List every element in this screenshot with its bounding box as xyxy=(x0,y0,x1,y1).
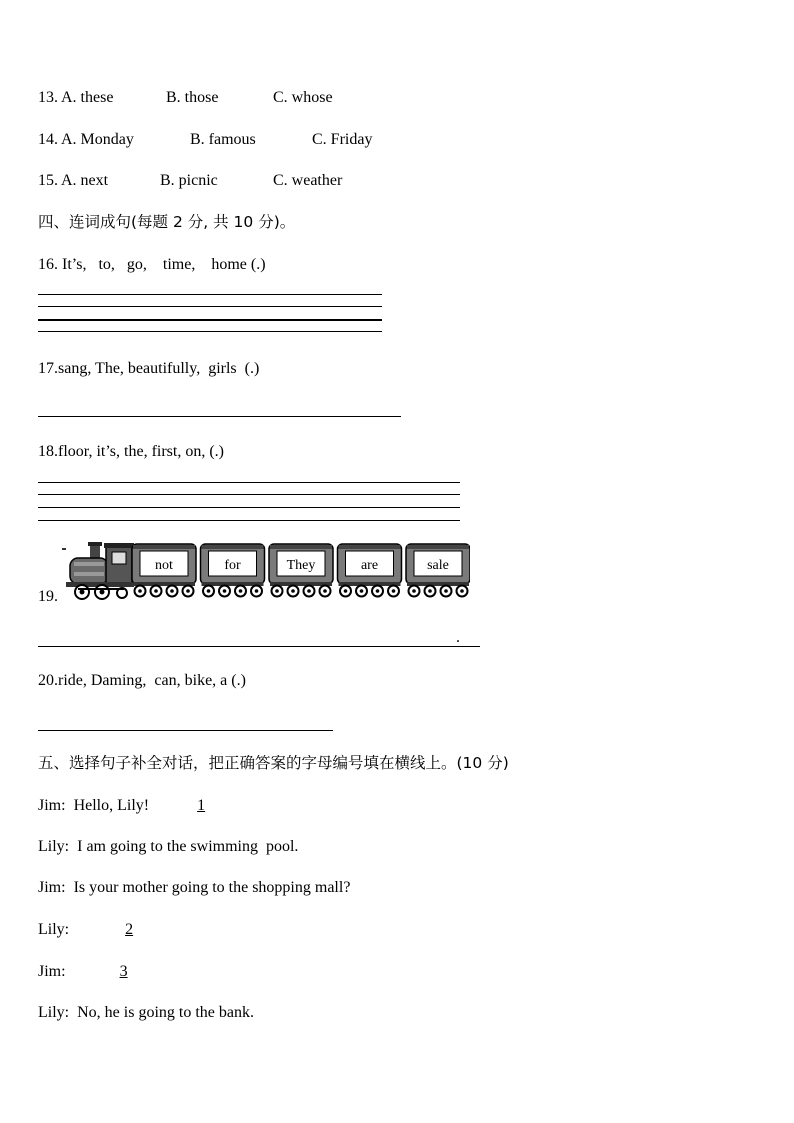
q13-option-b: B. those xyxy=(166,89,219,106)
q13-option-c: C. whose xyxy=(273,89,333,106)
train-illustration xyxy=(60,540,470,602)
q17-answer-line[interactable] xyxy=(38,416,401,417)
q18-answer-line-1[interactable] xyxy=(38,482,460,483)
locomotive-icon xyxy=(62,542,134,599)
q18-answer-line-4[interactable] xyxy=(38,520,460,521)
q18-answer-line-2[interactable] xyxy=(38,494,460,495)
train-word: They xyxy=(286,558,316,573)
dialogue-line-6: Lily: No, he is going to the bank. xyxy=(38,1004,254,1021)
q15-number: 15. xyxy=(38,172,58,189)
train-word: are xyxy=(360,558,379,573)
q16-answer-line-2[interactable] xyxy=(38,306,382,307)
q16-answer-line-1[interactable] xyxy=(38,294,382,295)
dialogue-line-1 xyxy=(38,796,249,816)
q13-number: 13. xyxy=(38,89,58,106)
q15-option-c: C. weather xyxy=(273,172,343,189)
q14-option-a: A. Monday xyxy=(61,131,134,148)
train-car xyxy=(338,544,402,597)
dialogue-speaker-text: Lily: xyxy=(38,921,78,938)
q14-number: 14. xyxy=(38,131,58,148)
train-word: sale xyxy=(427,558,449,573)
blank-1-number: 1 xyxy=(197,797,206,814)
dialogue-line-3: Jim: Is your mother going to the shopping mall? xyxy=(38,879,351,896)
q17-prompt: 17.sang, The, beautifully, girls (.) xyxy=(38,360,260,377)
blank-2-number: 2 xyxy=(125,921,134,938)
q13-option-a: A. these xyxy=(61,89,114,106)
q18-answer-line-3[interactable] xyxy=(38,507,460,508)
dialogue-speaker-text: Jim: xyxy=(38,963,74,980)
q20-prompt: 20.ride, Daming, can, bike, a (.) xyxy=(38,672,246,689)
dialogue-speaker-text: Jim: Hello, Lily! xyxy=(38,797,154,814)
train-word: for xyxy=(224,558,241,573)
q15-option-b: B. picnic xyxy=(160,172,218,189)
blank-3[interactable] xyxy=(74,962,174,982)
dialogue-line-2: Lily: I am going to the swimming pool. xyxy=(38,838,299,855)
q19-number: 19. xyxy=(38,588,58,605)
train-car xyxy=(201,544,265,597)
q20-answer-line[interactable] xyxy=(38,730,333,731)
q15-option-a: A. next xyxy=(61,172,109,189)
q16-answer-line-4[interactable] xyxy=(38,331,382,332)
section-5-heading: 五、选择句子补全对话，把正确答案的字母编号填在横线上。(10 分) xyxy=(38,754,509,772)
dialogue-line-5 xyxy=(38,962,174,982)
blank-1[interactable] xyxy=(153,796,249,816)
q19-answer-line[interactable] xyxy=(38,646,480,647)
train-word: not xyxy=(155,558,173,573)
train-car xyxy=(132,544,196,597)
q16-answer-line-3[interactable] xyxy=(38,319,382,321)
section-4-heading: 四、连词成句(每题 2 分, 共 10 分)。 xyxy=(38,213,296,231)
q18-prompt: 18.floor, it’s, the, first, on, (.) xyxy=(38,443,224,460)
q16-prompt: 16. It’s, to, go, time, home (.) xyxy=(38,256,266,273)
blank-2[interactable] xyxy=(77,920,181,940)
q14-option-c: C. Friday xyxy=(312,131,373,148)
q19-period: . xyxy=(456,629,460,646)
blank-3-number: 3 xyxy=(119,963,128,980)
train-car xyxy=(269,544,333,597)
dialogue-line-4 xyxy=(38,920,181,940)
q14-option-b: B. famous xyxy=(190,131,256,148)
train-car xyxy=(406,544,470,597)
